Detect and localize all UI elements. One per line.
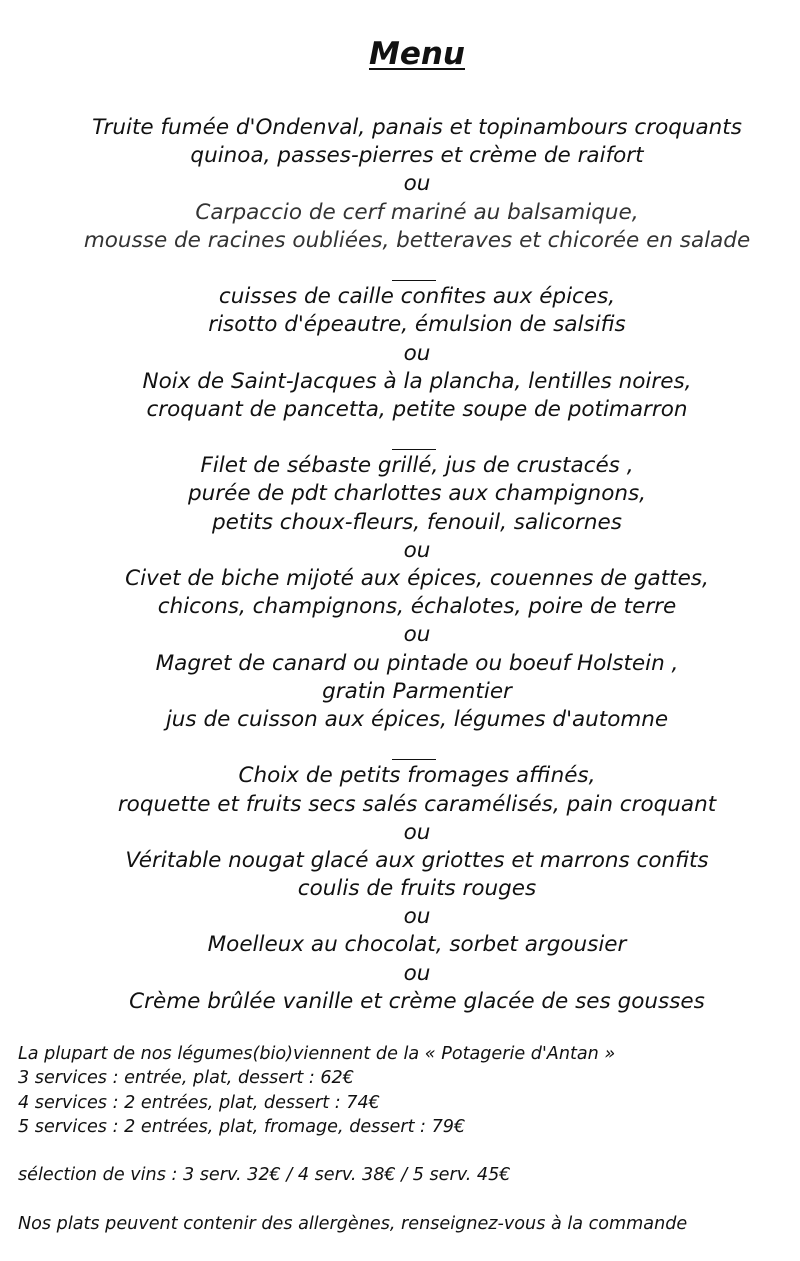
spacer [18,1188,798,1212]
price-line: 4 services : 2 entrées, plat, dessert : 74€ [18,1092,380,1113]
or-separator: ou [403,171,431,197]
dish-line: Filet de sébaste grillé, jus de crustacés , [200,453,634,479]
menu-body [0,114,800,1016]
or-separator: ou [403,622,431,648]
sourcing-note: La plupart de nos légumes(bio)viennent de la « Potagerie d'Antan » [18,1044,616,1064]
course-mains [0,452,800,734]
allergen-note: Nos plats peuvent contenir des allergènes, renseignez-vous à la commande [18,1214,688,1235]
dish-line: petits choux-fleurs, fenouil, salicornes [212,509,622,535]
dish-line: quinoa, passes-pierres et crème de raifort [190,143,644,169]
dish-line: chicons, champignons, échalotes, poire de terre [157,594,677,620]
course-second-starters [0,283,800,424]
or-separator: ou [403,904,431,930]
dish-line: cuisses de caille confites aux épices, [218,284,616,310]
dish-line: Truite fumée d'Ondenval, panais et topinambours croquants [92,115,742,140]
course-divider [0,255,800,283]
menu-title: Menu [368,36,465,72]
or-separator: ou [403,819,431,845]
dish-line: mousse de racines oubliées, betteraves et chicorée en salade [83,227,751,253]
dish-line: Noix de Saint-Jacques à la plancha, lentilles noires, [142,368,692,394]
dish-line: coulis de fruits rouges [297,876,537,902]
menu-footer [18,1042,798,1236]
price-line: 3 services : entrée, plat, dessert : 62€ [18,1068,354,1089]
course-starters [0,114,800,255]
or-separator: ou [403,340,431,366]
spacer [18,1139,798,1163]
dish-line: Véritable nougat glacé aux griottes et marrons confits [125,847,709,873]
course-desserts [0,762,800,1016]
dish-line: Crème brûlée vanille et crème glacée de ses gousses [129,988,705,1014]
dish-line: risotto d'épeautre, émulsion de salsifis [208,312,626,338]
dish-line: purée de pdt charlottes aux champignons, [187,481,647,507]
dish-line: gratin Parmentier [322,678,512,704]
dish-line: croquant de pancetta, petite soupe de potimarron [146,396,688,422]
dish-line: Choix de petits fromages affinés, [238,763,596,789]
wine-selection: sélection de vins : 3 serv. 32€ / 4 serv. 38€ / 5 serv. 45€ [18,1165,511,1186]
or-separator: ou [403,537,431,563]
course-divider [0,734,800,762]
dish-line: roquette et fruits secs salés caramélisés, pain croquant [117,791,717,817]
dish-line: Carpaccio de cerf mariné au balsamique, [195,199,639,225]
course-divider [0,424,800,452]
dish-line: Civet de biche mijoté aux épices, couennes de gattes, [125,566,709,591]
dish-line: Moelleux au chocolat, sorbet argousier [207,932,627,958]
dish-line: jus de cuisson aux épices, légumes d'automne [165,706,669,732]
price-line: 5 services : 2 entrées, plat, fromage, dessert : 79€ [18,1116,466,1137]
dish-line: Magret de canard ou pintade ou boeuf Holstein , [155,650,679,676]
or-separator: ou [403,960,431,986]
